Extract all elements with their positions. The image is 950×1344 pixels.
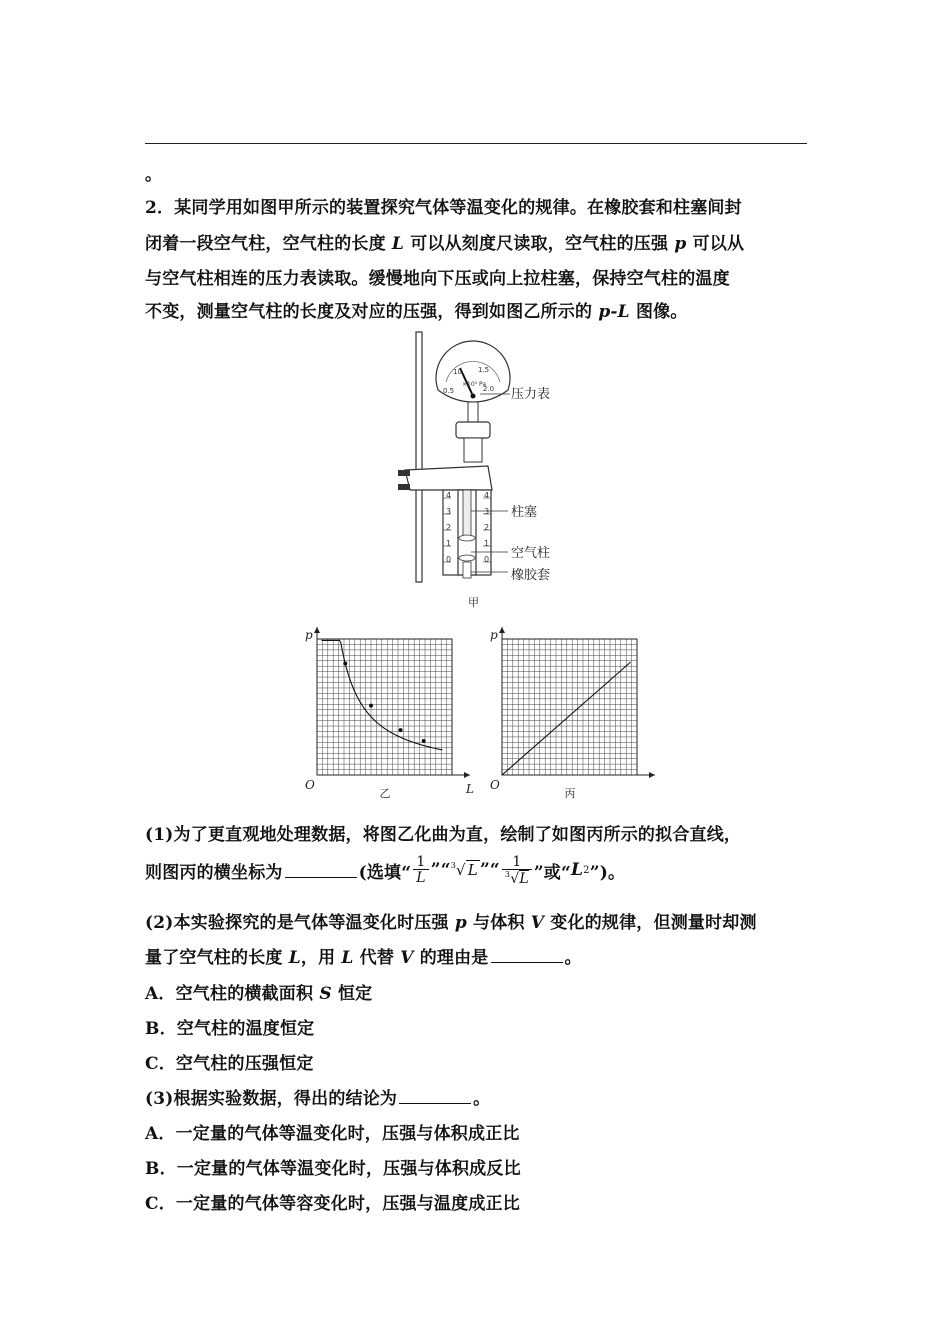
x-axis-arrow [464, 772, 470, 778]
q2-text: 变化的规律，但测量时却测 [544, 913, 757, 933]
q3-stem [145, 1084, 490, 1109]
chart-bing [480, 625, 655, 805]
grid [317, 639, 452, 775]
data-point [399, 728, 403, 732]
q2-text: 。 [564, 948, 582, 968]
scale-number: 4 [484, 491, 490, 500]
answer-blank[interactable] [399, 1088, 471, 1104]
caption-jia: 甲 [468, 596, 479, 609]
q2-text: ，用 [300, 948, 342, 968]
problem-text: 闭着一段空气柱，空气柱的长度 [145, 234, 392, 254]
radicand: L [467, 861, 478, 879]
problem-line-2 [145, 229, 744, 254]
clamp [405, 466, 492, 490]
var-V: V [530, 913, 545, 933]
problem-text: 图像。 [629, 302, 688, 322]
root-index: 3 [504, 869, 511, 879]
q2-text: 量了空气柱的长度 [145, 948, 289, 968]
fit-line [502, 662, 631, 775]
radicand: L [519, 870, 529, 887]
problem-text: 可以从 [686, 234, 745, 254]
option-L-squared: L [571, 860, 584, 880]
q2-option-b: B．空气柱的温度恒定 [145, 1019, 315, 1039]
grid [502, 639, 637, 775]
var-p: p [454, 913, 467, 933]
x-axis-label: L [466, 782, 474, 796]
frac-den: $^3$√L [502, 869, 532, 886]
answer-line [145, 143, 807, 144]
scale-number: 0 [446, 555, 452, 564]
var-pL: p-L [598, 302, 630, 322]
q2-text: 与体积 [466, 913, 531, 933]
origin-label: O [305, 778, 315, 792]
scale-number: 3 [484, 507, 490, 516]
problem-text: 不变，测量空气柱的长度及对应的压强，得到如图乙所示的 [145, 302, 599, 322]
answer-blank[interactable] [285, 862, 357, 878]
q2-text: 的理由是 [413, 948, 489, 968]
q2-text: 代替 [353, 948, 401, 968]
stand-rod [416, 332, 422, 582]
q2-option-a [145, 979, 372, 1004]
scale-number: 1 [484, 539, 490, 548]
var-S: S [319, 984, 332, 1004]
var-L: L [341, 948, 354, 968]
problem-line-3: 与空气柱相连的压力表读取。缓慢地向下压或向上拉柱塞，保持空气柱的温度 [145, 269, 730, 289]
problem-text: 可以从刻度尺读取，空气柱的压强 [404, 234, 675, 254]
chart-caption: 丙 [564, 787, 576, 800]
apparatus-figure [380, 330, 580, 610]
scale-number: 2 [484, 523, 490, 532]
grid-border [317, 639, 452, 775]
gauge-tick: 2.0 [483, 385, 495, 393]
option-text: A．空气柱的横截面积 [145, 984, 320, 1004]
q1-text: ”“ [430, 860, 451, 880]
root-index: 3 [450, 861, 456, 870]
scale-number: 4 [446, 491, 452, 500]
y-axis-arrow [314, 627, 320, 633]
var-L: L [288, 948, 301, 968]
q2-option-c: C．空气柱的压强恒定 [145, 1054, 314, 1074]
q3-option-a: A．一定量的气体等温变化时，压强与体积成正比 [145, 1124, 520, 1144]
q1-text: (选填“ [358, 862, 412, 883]
label-air-column: 空气柱 [511, 546, 551, 561]
label-rubber: 橡胶套 [511, 568, 551, 583]
option-1-over-L [413, 855, 429, 885]
y-axis-arrow [499, 627, 505, 633]
q2-line-2 [145, 943, 582, 968]
data-point [422, 739, 426, 743]
frac-num: 1 [512, 853, 522, 870]
q3-option-b: B．一定量的气体等温变化时，压强与体积成反比 [145, 1159, 521, 1179]
q1-text: ”)。 [589, 862, 626, 883]
gauge-tick: 1.5 [478, 366, 490, 374]
gauge-tick: 10 [453, 368, 462, 376]
var-L: L [391, 234, 405, 254]
q2-text: (2)本实验探究的是气体等温变化时压强 [145, 913, 455, 933]
chart-caption: 乙 [379, 787, 391, 800]
scale-number: 2 [446, 523, 452, 532]
var-V: V [400, 948, 414, 968]
exponent: 2 [583, 864, 590, 876]
var-p: p [674, 234, 687, 254]
q1-line-1: (1)为了更直观地处理数据，将图乙化曲为直，绘制了如图丙所示的拟合直线， [145, 825, 742, 845]
grid-border [502, 639, 637, 775]
q2-line-1 [145, 908, 757, 933]
period: 。 [145, 165, 163, 185]
q1-text: 则图丙的横坐标为 [145, 862, 283, 883]
x-axis-arrow [649, 772, 655, 778]
frac-den: L [413, 869, 429, 885]
y-axis-label: p [490, 628, 498, 642]
scale-number: 0 [484, 555, 490, 564]
origin-label: O [490, 778, 500, 792]
problem-number: 2． [145, 198, 175, 218]
y-axis-label: p [305, 628, 313, 642]
problem-line-4 [145, 297, 688, 322]
answer-blank[interactable] [491, 947, 563, 963]
scale-number: 1 [446, 539, 452, 548]
gauge-unit: ×10⁵ Pa [462, 381, 486, 388]
q1-text: ”“ [479, 860, 500, 880]
plunger-rod [463, 490, 471, 538]
option-cuberoot-L: $^3$√ L [450, 861, 478, 879]
q3-text: (3)根据实验数据，得出的结论为 [145, 1089, 398, 1109]
option-1-over-cuberoot-L [502, 855, 532, 886]
label-gauge: 压力表 [511, 387, 551, 402]
problem-text: 某同学用如图甲所示的装置探究气体等温变化的规律。在橡胶套和柱塞间封 [174, 198, 742, 218]
label-plunger: 柱塞 [511, 505, 538, 520]
scale-number: 3 [446, 507, 452, 516]
gauge-tick: 0.5 [443, 387, 455, 395]
q3-option-c: C．一定量的气体等容变化时，压强与温度成正比 [145, 1194, 520, 1214]
rubber-cap [463, 562, 471, 578]
q1-text: ”或“ [533, 862, 571, 883]
connector-nut [456, 422, 490, 438]
problem-line-1 [145, 193, 742, 218]
option-text: 恒定 [331, 984, 373, 1004]
data-point [343, 661, 347, 665]
chart-yi [295, 625, 485, 805]
data-point [369, 704, 373, 708]
q3-text: 。 [473, 1089, 491, 1109]
frac-num: 1 [416, 854, 426, 870]
q1-line-2 [145, 850, 625, 890]
